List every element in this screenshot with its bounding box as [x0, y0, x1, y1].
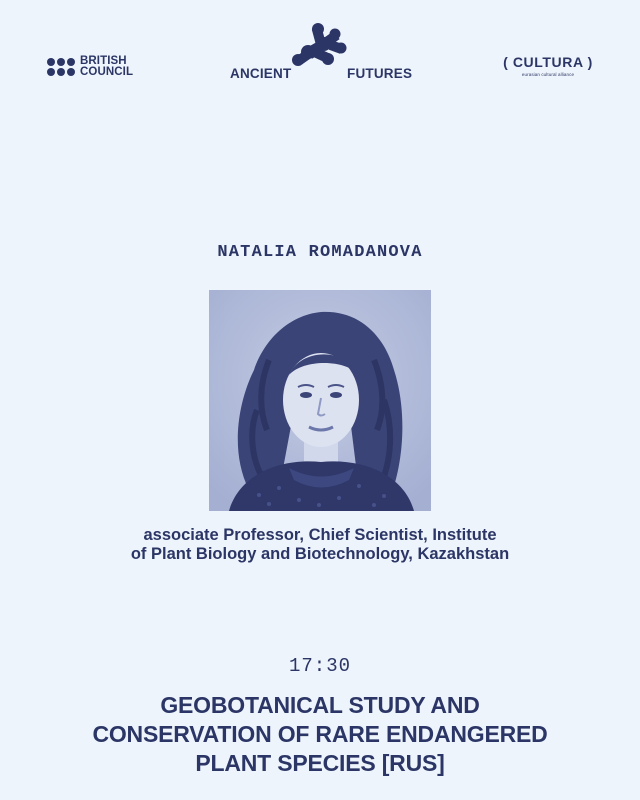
event-title-line1: GEOBOTANICAL STUDY AND — [160, 692, 480, 718]
speaker-affiliation-line1: associate Professor, Chief Scientist, Institute — [143, 526, 497, 544]
cultura-logo — [498, 54, 598, 77]
speaker-affiliation — [60, 526, 580, 564]
ancient-futures-right-word: FUTURES — [347, 66, 413, 81]
header — [0, 0, 640, 110]
ancient-futures-logo — [228, 22, 418, 82]
british-council-logo — [47, 56, 133, 78]
event-time: 17:30 — [288, 655, 351, 677]
cultura-tagline: eurasian cultural alliance — [521, 72, 575, 77]
cultura-wordmark: ( CULTURA ) — [503, 54, 593, 70]
british-council-line1: BRITISH — [80, 55, 127, 67]
event-title — [40, 691, 600, 778]
speaker-portrait-image — [209, 290, 431, 511]
speaker-affiliation-line2: of Plant Biology and Biotechnology, Kazakhstan — [130, 545, 510, 563]
ancient-futures-left-word: ANCIENT — [230, 66, 292, 81]
event-title-line3: PLANT SPECIES [RUS] — [195, 750, 445, 776]
speaker-photo — [209, 290, 431, 511]
british-council-dots-icon — [47, 58, 75, 76]
british-council-line2: COUNCIL — [80, 66, 134, 78]
ancient-futures-mark-icon — [290, 22, 350, 68]
event-title-line2: CONSERVATION OF RARE ENDANGERED — [92, 721, 548, 747]
speaker-name: NATALIA ROMADANOVA — [217, 243, 423, 262]
